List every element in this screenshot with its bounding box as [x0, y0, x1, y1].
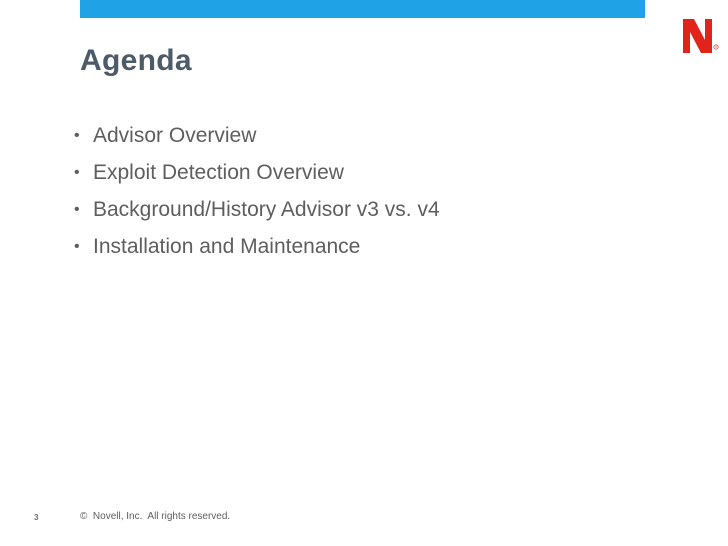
bullet-icon: • — [74, 164, 80, 181]
novell-logo-icon — [681, 18, 719, 54]
agenda-item — [74, 231, 440, 268]
agenda-item — [74, 120, 440, 157]
bullet-icon: • — [74, 127, 80, 144]
agenda-item-label: Exploit Detection Overview — [93, 161, 344, 184]
registered-mark: ® — [714, 45, 718, 50]
copyright-notice: © Novell, Inc. All rights reserved. — [80, 511, 231, 522]
agenda-item — [74, 157, 440, 194]
agenda-list — [74, 120, 440, 268]
agenda-item-label: Advisor Overview — [93, 124, 257, 147]
slide-title: Agenda — [80, 44, 192, 77]
agenda-item-label: Background/History Advisor v3 vs. v4 — [93, 198, 440, 221]
page-number: 3 — [34, 513, 39, 522]
agenda-item-label: Installation and Maintenance — [93, 235, 361, 258]
bullet-icon: • — [74, 201, 80, 218]
agenda-item — [74, 194, 440, 231]
bullet-icon: • — [74, 238, 80, 255]
top-accent-bar — [80, 0, 645, 18]
